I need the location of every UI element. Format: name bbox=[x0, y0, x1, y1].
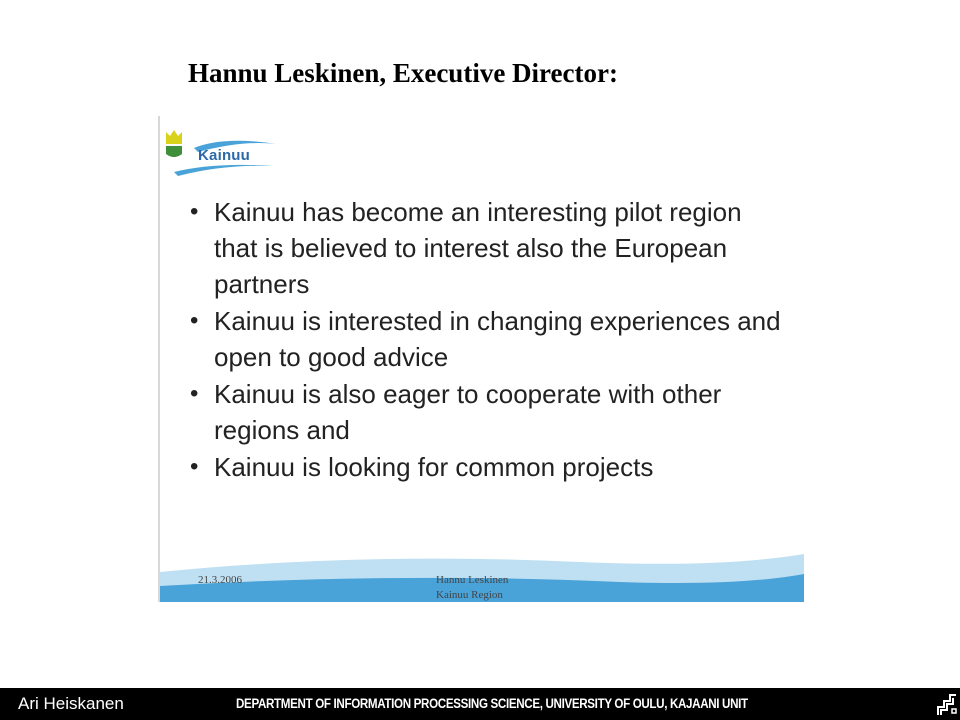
kainuu-logo-text: Kainuu bbox=[198, 147, 251, 164]
bullet-item bbox=[190, 303, 790, 375]
presenter-name: Ari Heiskanen bbox=[18, 694, 124, 713]
bullet-text: Kainuu is also eager to cooperate with other regions and bbox=[214, 379, 722, 445]
bullet-dot: • bbox=[190, 380, 199, 407]
bullet-item bbox=[190, 194, 790, 302]
bullet-item bbox=[190, 376, 790, 448]
bottom-bar bbox=[0, 688, 960, 720]
bullet-dot: • bbox=[190, 198, 199, 225]
bullet-text: Kainuu is looking for common projects bbox=[214, 452, 654, 482]
footer-author-name: Hannu Leskinen bbox=[436, 574, 509, 586]
bullet-dot: • bbox=[190, 307, 199, 334]
bullet-dot: • bbox=[190, 453, 199, 480]
footer-author bbox=[436, 573, 508, 602]
bullet-list bbox=[190, 194, 790, 486]
university-logo-icon bbox=[936, 691, 958, 717]
footer-date: 21.3.2006 bbox=[198, 574, 242, 586]
bullet-item bbox=[190, 449, 790, 485]
department-text: DEPARTMENT OF INFORMATION PROCESSING SCIENCE, UNIVERSITY OF OULU, KAJAANI UNIT bbox=[236, 696, 748, 711]
footer-author-region: Kainuu Region bbox=[436, 589, 503, 601]
embedded-slide-image bbox=[158, 116, 804, 602]
page-title: Hannu Leskinen, Executive Director: bbox=[188, 58, 618, 88]
bullet-text: Kainuu is interested in changing experiences and open to good advice bbox=[214, 306, 781, 372]
bullet-text: Kainuu has become an interesting pilot region that is believed to interest also the European partners bbox=[214, 197, 742, 299]
